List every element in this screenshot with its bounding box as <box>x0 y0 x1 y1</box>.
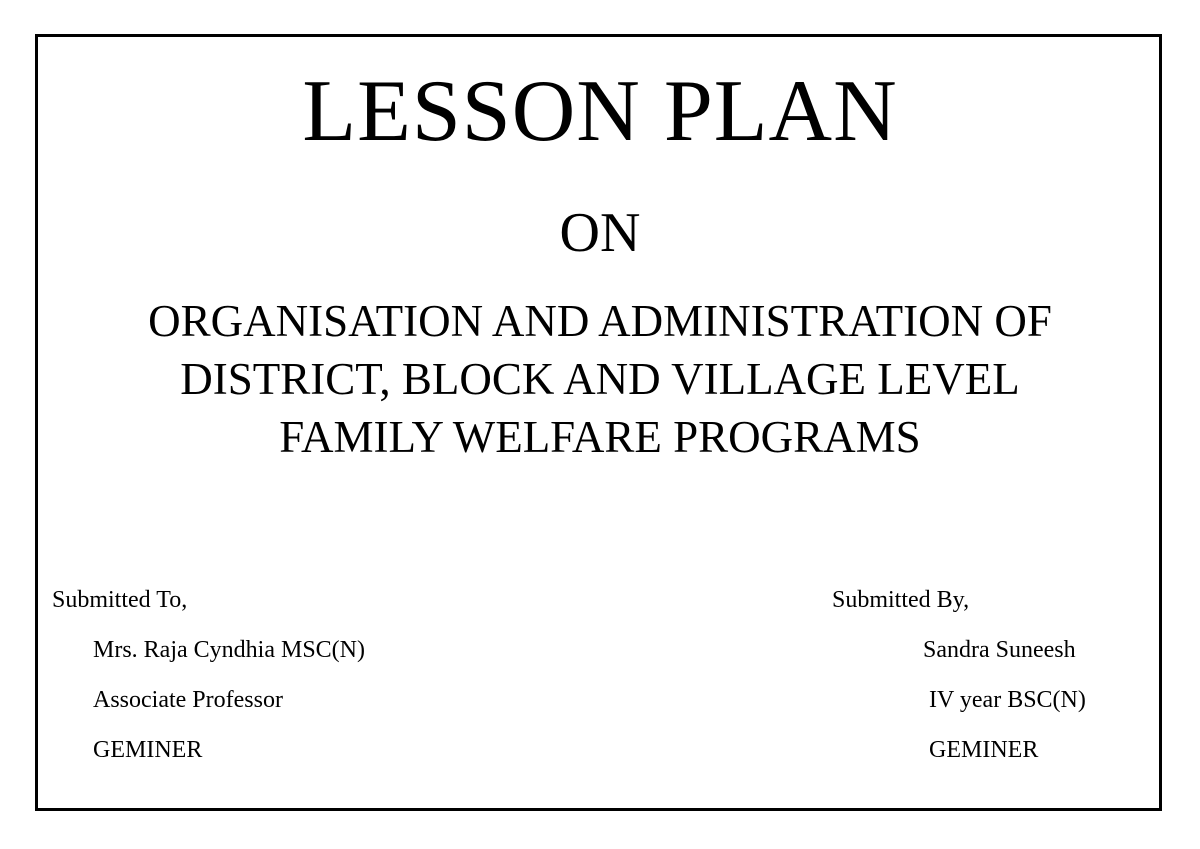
title-connector: ON <box>559 202 641 264</box>
document-title: LESSON PLAN <box>302 63 898 160</box>
submitted-by-block <box>832 575 1086 775</box>
submitted-to-institution: GEMINER <box>93 737 203 763</box>
topic-line: FAMILY WELFARE PROGRAMS <box>279 412 921 462</box>
submitted-to-heading: Submitted To, <box>52 587 188 613</box>
submitted-by-designation: IV year BSC(N) <box>929 687 1086 713</box>
topic-line: DISTRICT, BLOCK AND VILLAGE LEVEL <box>180 354 1020 404</box>
submitted-by-heading: Submitted By, <box>832 587 970 613</box>
submitted-to-name: Mrs. Raja Cyndhia MSC(N) <box>93 637 365 663</box>
submitted-by-name: Sandra Suneesh <box>923 637 1076 663</box>
submitted-to-designation: Associate Professor <box>93 687 283 713</box>
submitted-to-block <box>52 575 365 775</box>
topic-heading <box>0 292 1200 466</box>
submitted-by-institution: GEMINER <box>929 737 1039 763</box>
topic-line: ORGANISATION AND ADMINISTRATION OF <box>148 296 1052 346</box>
